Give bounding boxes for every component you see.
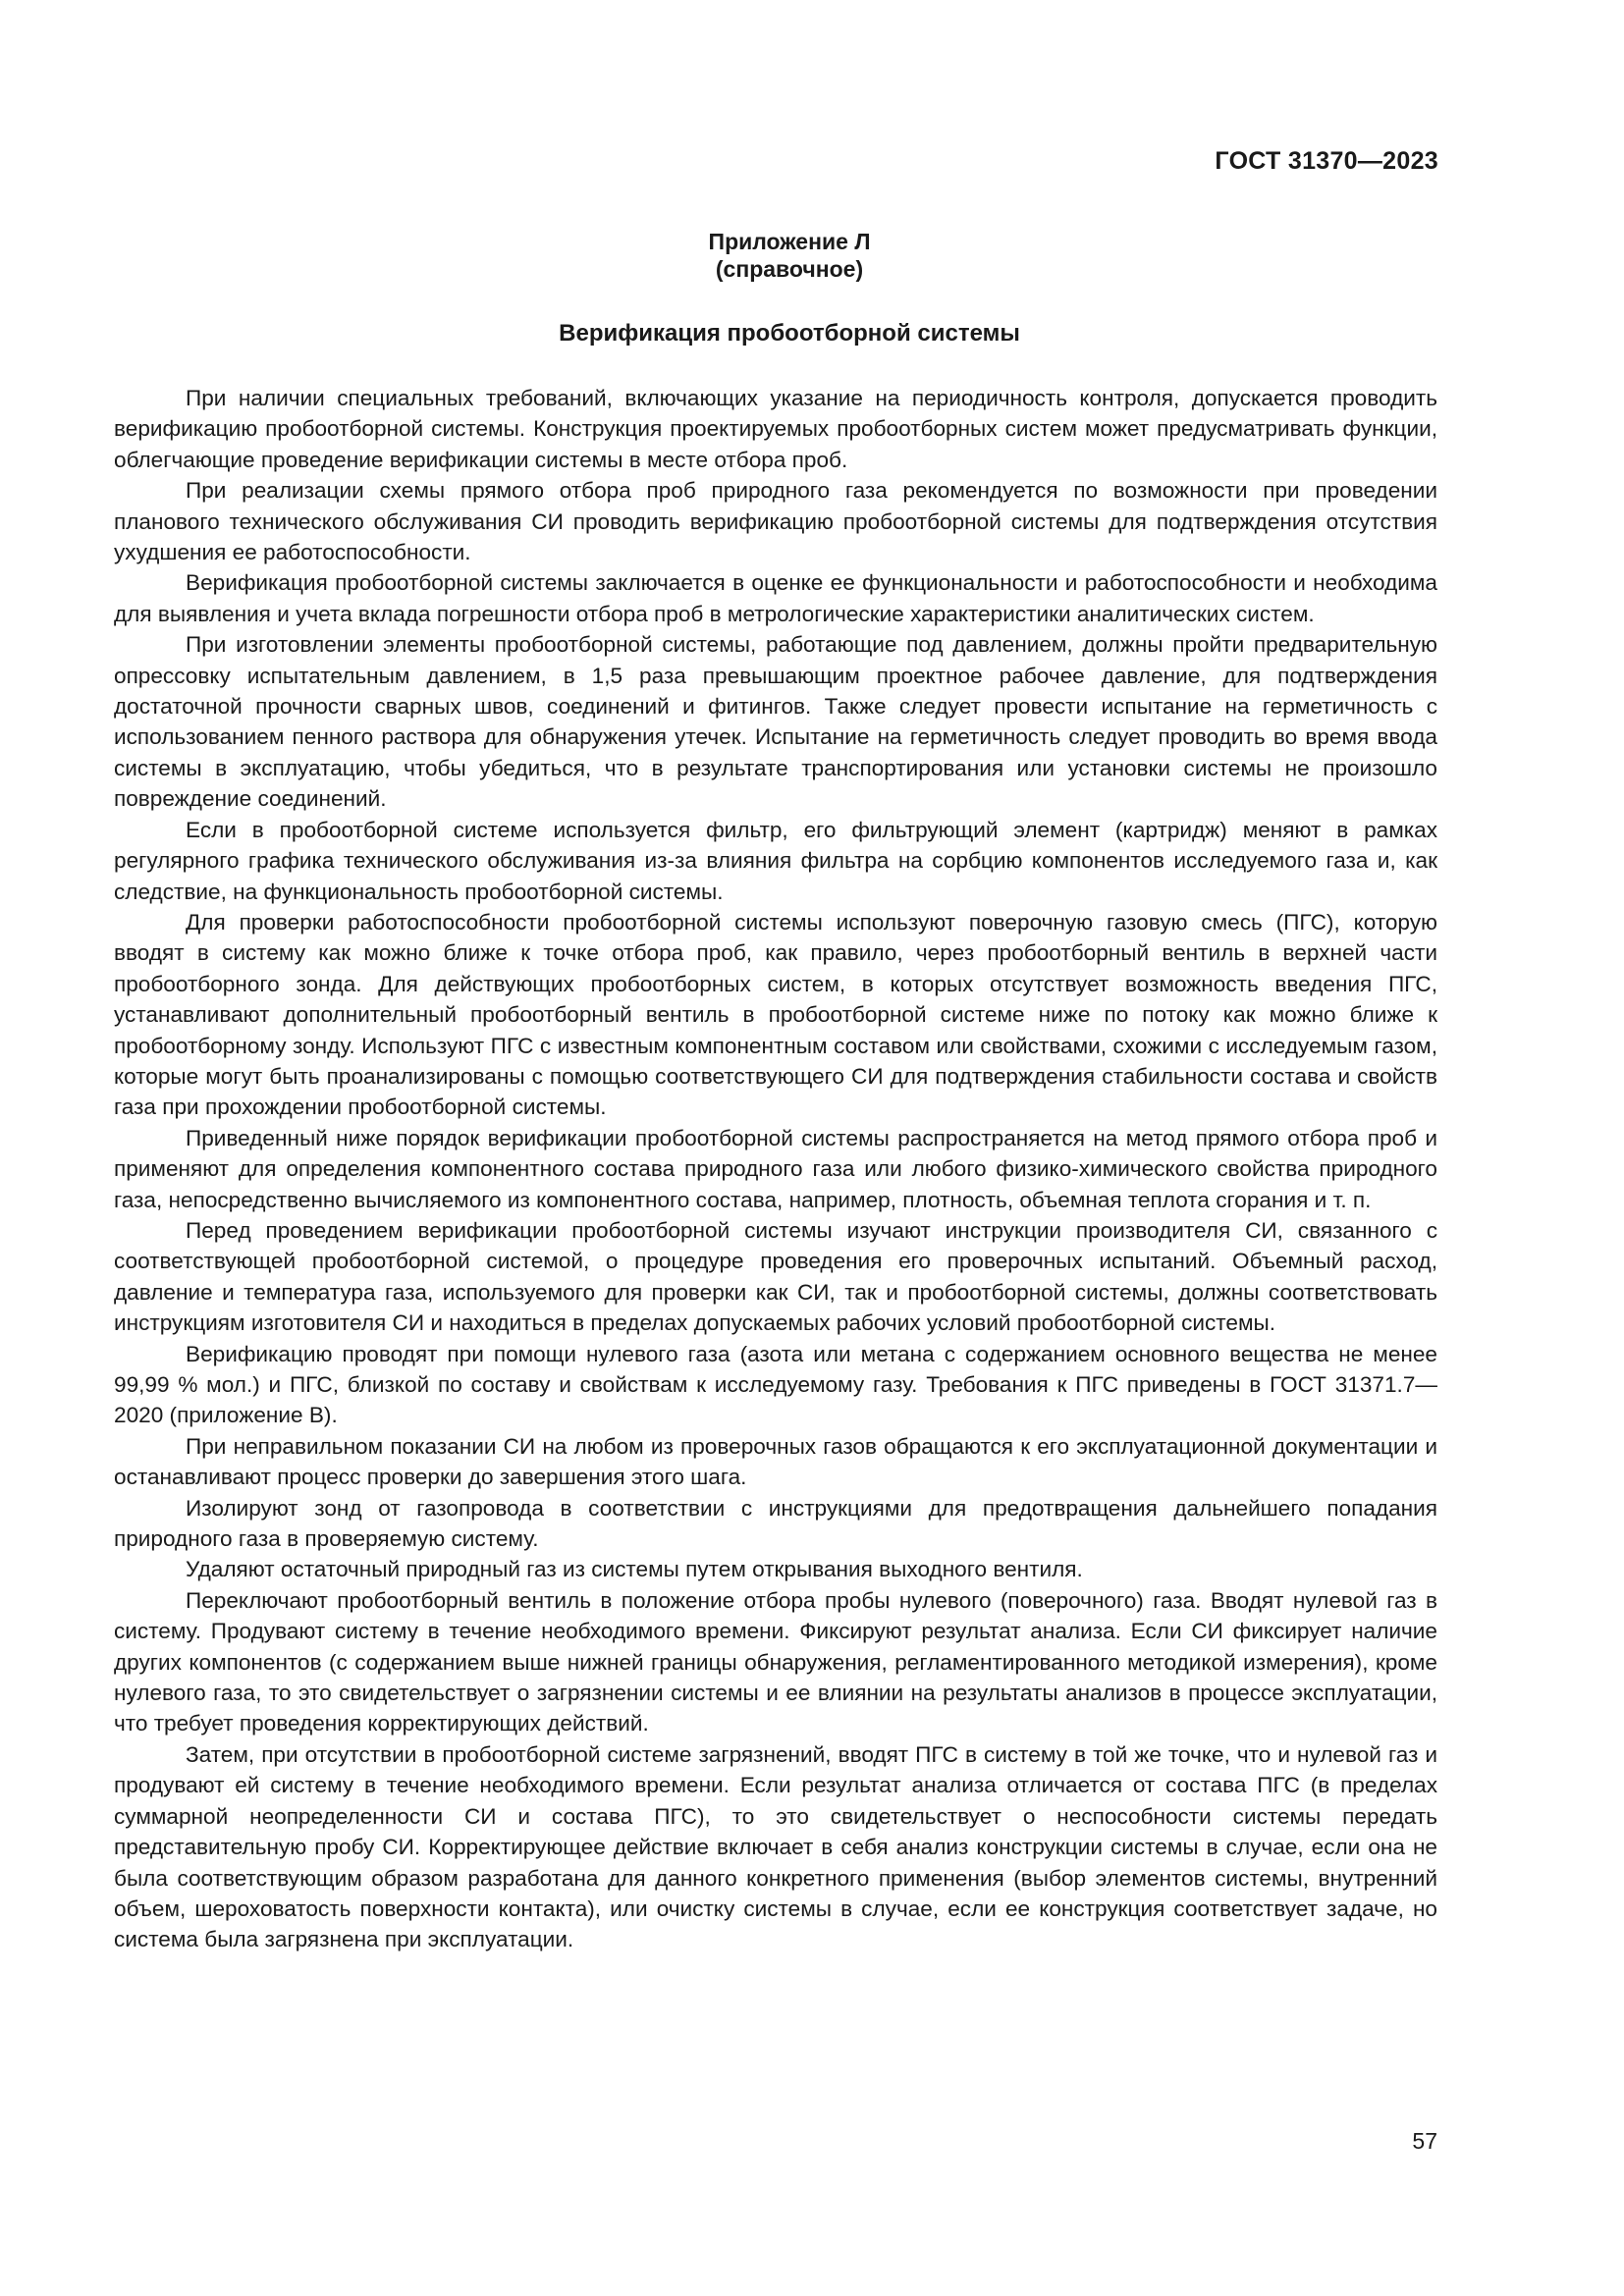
document-code: ГОСТ 31370—2023 [1215,147,1438,175]
paragraph: Если в пробоотборной системе используется фильтр, его фильтрующий элемент (картридж) меняют в рамках регулярного графика технического обслуживания из-за влияния фильтра на сорбцию компонентов исследуемого газа и, как следствие, на функциональность пробоотборной системы. [114,817,1437,904]
paragraph: При наличии специальных требований, включающих указание на периодичность контроля, допускается проводить верификацию пробоотборной системы. Конструкция проектируемых пробоотборных систем может предусматривать функции, облегчающие проведение верификации системы в месте отбора проб. [114,386,1437,472]
paragraph: Удаляют остаточный природный газ из системы путем открывания выходного вентиля. [186,1557,1083,1582]
paragraph: Приведенный ниже порядок верификации пробоотборной системы распространяется на метод прямого отбора проб и применяют для определения компонентного состава природного газа или любого физико-химического свойства природного газа, непосредственно вычисляемого из компонентного состава, например, плотность, объемная теплота сгорания и т. п. [114,1125,1437,1212]
paragraph: Для проверки работоспособности пробоотборной системы используют поверочную газовую смесь (ПГС), которую вводят в систему как можно ближе к точке отбора проб, как правило, через пробоотборный вентиль в верхней части пробоотборного зонда. Для действующих пробоотборных систем, в которых отсутствует возможность введения ПГС, устанавливают дополнительный пробоотборный вентиль в пробоотборной системе ниже по потоку как можно ближе к пробоотборному зонду. Используют ПГС с известным компонентным составом или свойствами, схожими с исследуемым газом, которые могут быть проанализированы с помощью соответствующего СИ для подтверждения стабильности состава и свойств газа при прохождении пробоотборной системы. [114,909,1437,1120]
section-title: Верификация пробоотборной системы [559,320,1020,347]
body-text [114,383,1437,1955]
paragraph: Верификацию проводят при помощи нулевого газа (азота или метана с содержанием основного вещества не менее 99,99 % мол.) и ПГС, близкой по составу и свойствам к исследуемому газу. Требования к ПГС приведены в ГОСТ 31371.7—2020 (приложение В). [114,1341,1437,1428]
paragraph: При изготовлении элементы пробоотборной системы, работающие под давлением, должны пройти предварительную опрессовку испытательным давлением, в 1,5 раза превышающим проектное рабочее давление, для подтверждения достаточной прочности сварных швов, соединений и фитингов. Также следует провести испытание на герметичность с использованием пенного раствора для обнаружения утечек. Испытание на герметичность следует проводить во время ввода системы в эксплуатацию, чтобы убедиться, что в результате транспортирования или установки системы не произошло повреждение соединений. [114,632,1437,812]
paragraph: Затем, при отсутствии в пробоотборной системе загрязнений, вводят ПГС в систему в той же точке, что и нулевой газ и продувают ей систему в течение необходимого времени. Если результат анализа отличается от состава ПГС (в пределах суммарной неопределенности СИ и состава ПГС), то это свидетельствует о неспособности системы передать представительную пробу СИ. Корректирующее действие включает в себя анализ конструкции системы в случае, если она не была соответствующим образом разработана для данного конкретного применения (выбор элементов системы, внутренний объем, шероховатость поверхности контакта), или очистку системы в случае, если ее конструкция соответствует задаче, но система была загрязнена при эксплуатации. [114,1741,1437,1952]
paragraph: Изолируют зонд от газопровода в соответствии с инструкциями для предотвращения дальнейшего попадания природного газа в проверяемую систему. [114,1495,1437,1552]
page-number: 57 [1412,2128,1437,2154]
appendix-label: Приложение Л [708,229,871,254]
paragraph: При неправильном показании СИ на любом из проверочных газов обращаются к его эксплуатационной документации и останавливают процесс проверки до завершения этого шага. [114,1433,1437,1490]
paragraph: Перед проведением верификации пробоотборной системы изучают инструкции производителя СИ, связанного с соответствующей пробоотборной системой, о процедуре проведения его проверочных испытаний. Объемный расход, давление и температура газа, используемого для проверки как СИ, так и пробоотборной системы, должны соответствовать инструкциям изготовителя СИ и находиться в пределах допускаемых рабочих условий пробоотборной системы. [114,1217,1437,1336]
paragraph: Переключают пробоотборный вентиль в положение отбора пробы нулевого (поверочного) газа. Вводят нулевой газ в систему. Продувают систему в течение необходимого времени. Фиксируют результат анализа. Если СИ фиксирует наличие других компонентов (с содержанием выше нижней границы обнаружения, регламентированного методикой измерения), кроме нулевого газа, то это свидетельствует о загрязнении системы и ее влиянии на результаты анализов в процессе эксплуатации, что требует проведения корректирующих действий. [114,1587,1437,1736]
paragraph: Верификация пробоотборной системы заключается в оценке ее функциональности и работоспособности и необходима для выявления и учета вклада погрешности отбора проб в метрологические характеристики аналитических систем. [114,570,1437,626]
paragraph: При реализации схемы прямого отбора проб природного газа рекомендуется по возможности при проведении планового технического обслуживания СИ проводить верификацию пробоотборной системы для подтверждения отсутствия ухудшения ее работоспособности. [114,478,1437,565]
appendix-type: (справочное) [715,256,864,282]
appendix-heading [0,228,1579,283]
